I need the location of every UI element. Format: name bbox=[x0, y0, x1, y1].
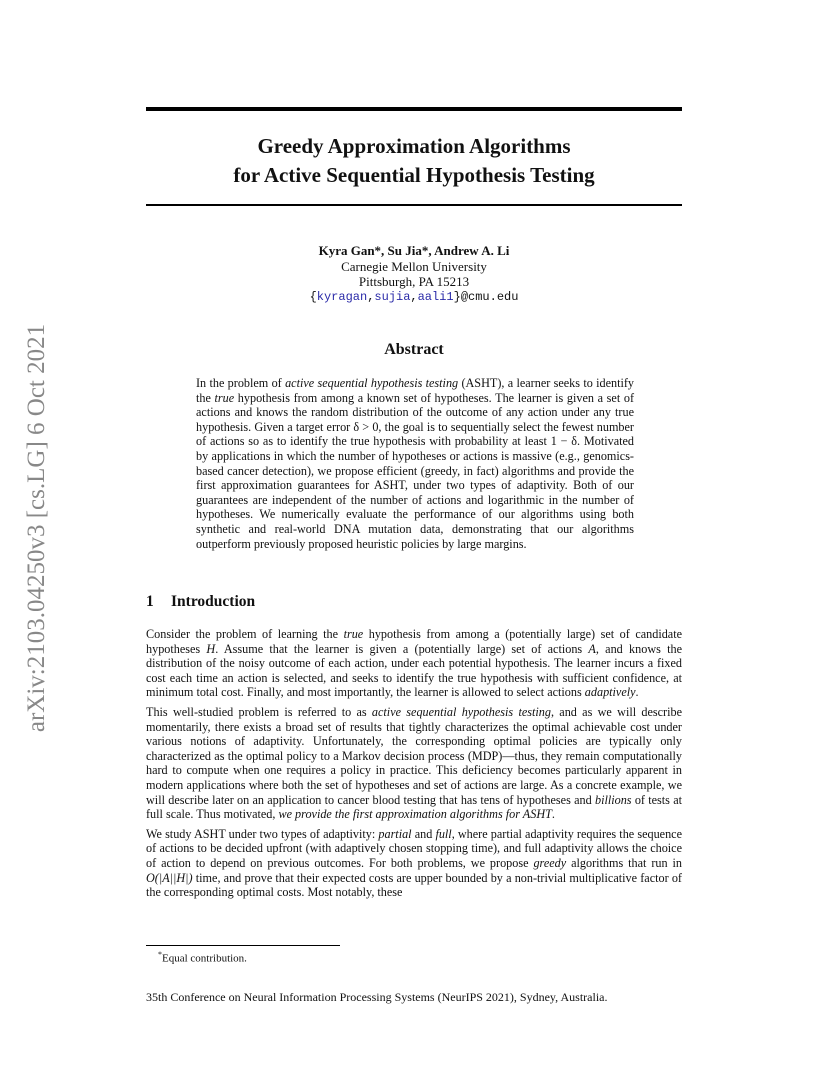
abstract-em-2: true bbox=[214, 390, 235, 405]
conference-note: 35th Conference on Neural Information Processing Systems (NeurIPS 2021), Sydney, Australia. bbox=[146, 990, 608, 1004]
author-names: Kyra Gan*, Su Jia*, Andrew A. Li bbox=[318, 243, 510, 258]
p2-text-a: This well-studied problem is referred to as bbox=[146, 704, 372, 719]
paragraph-3 bbox=[146, 827, 682, 900]
footnote bbox=[158, 950, 247, 965]
abstract-text-2: (ASHT), a learner seeks to identify the bbox=[196, 376, 635, 405]
email-link-kyragan[interactable]: kyragan bbox=[316, 289, 368, 304]
abstract-heading: Abstract bbox=[384, 341, 444, 358]
p3-em-d: O(|A||H|) bbox=[146, 870, 193, 885]
p1-text-e: . bbox=[635, 685, 639, 700]
email-open: { bbox=[309, 289, 317, 304]
section-title: Introduction bbox=[171, 593, 256, 610]
p1-em-a: true bbox=[343, 627, 364, 641]
p3-text-e: time, and prove that their expected costs are upper bounded by a non-trivial multiplicative factor of the corresponding optimal costs. Most notably, these bbox=[146, 870, 682, 900]
p1-text-a: Consider the problem of learning the bbox=[146, 627, 344, 641]
p3-em-a: partial bbox=[378, 826, 412, 841]
email-sep-2: , bbox=[410, 289, 418, 304]
email-sep-1: , bbox=[367, 289, 375, 304]
author-block bbox=[146, 243, 682, 305]
footnote-text: Equal contribution. bbox=[162, 952, 247, 965]
p3-em-b: full bbox=[435, 826, 452, 841]
p2-text-b: , and as we will describe momentarily, there exists a broad set of results that tightly characterizes the optimal achievable cost under various notions of adaptivity. Unfortunately, the corresponding optimal policies are typically only characterized as the optimal policy to a Markov decision process (MDP)—thus, they remain computationally hard to compute when one requires a policy in practice. This deficiency becomes particularly apparent in modern applications where both the set of hypotheses and set of actions are large. As a concrete example, we will describe later on an application to cancer blood testing that has tens of hypotheses and bbox=[146, 704, 682, 807]
p2-text-c: of tests at full scale. Thus motivated, bbox=[146, 792, 682, 822]
p2-text-d: . bbox=[551, 807, 555, 822]
p2-em-c: we provide the first approximation algorithms for ASHT bbox=[278, 807, 552, 822]
footnote-rule bbox=[146, 945, 340, 946]
p3-text-a: We study ASHT under two types of adaptivity: bbox=[146, 826, 379, 841]
arxiv-stamp bbox=[20, 296, 54, 760]
abstract-text-1: In the problem of bbox=[196, 376, 286, 390]
p1-text-d: , and knows the distribution of the noisy outcome of each action, under each potential hypothesis. The learner incurs a fixed cost each time an action is selected, and seeks to identify the true hypothesis with sufficient confidence, at minimum total cost. Finally, and most importantly, the learner is allowed to select actions bbox=[146, 641, 683, 700]
paragraph-2 bbox=[146, 705, 682, 822]
section-number: 1 bbox=[146, 593, 154, 610]
title-line-2: for Active Sequential Hypothesis Testing bbox=[233, 163, 595, 187]
footnote-mark: * bbox=[158, 950, 162, 959]
arxiv-stamp-text: arXiv:2103.04250v3 [cs.LG] 6 Oct 2021 bbox=[23, 323, 50, 733]
email-link-sujia[interactable]: sujia bbox=[374, 289, 411, 304]
p3-text-b: and bbox=[411, 826, 436, 841]
author-affiliation: Carnegie Mellon University bbox=[341, 258, 487, 274]
p1-em-c: A bbox=[588, 641, 596, 656]
p3-em-c: greedy bbox=[533, 855, 567, 870]
title-line-1: Greedy Approximation Algorithms bbox=[257, 134, 571, 158]
abstract-body bbox=[196, 376, 634, 551]
p3-text-c: , where partial adaptivity requires the sequence of actions to be decided upfront (with adaptively chosen stopping time), and full adaptivity allows the choice of action to depend on previous outcomes. For both problems, we propose bbox=[146, 826, 682, 870]
email-link-aali1[interactable]: aali1 bbox=[417, 289, 454, 304]
intro-body bbox=[146, 627, 682, 905]
section-heading bbox=[146, 593, 255, 611]
p1-text-c: . Assume that the learner is given a (potentially large) set of actions bbox=[215, 641, 589, 656]
author-emails bbox=[146, 290, 682, 306]
title-bottom-rule bbox=[146, 204, 682, 206]
p1-text-b: hypothesis from among a (potentially large) set of candidate hypotheses bbox=[146, 627, 683, 656]
p2-em-b: billions bbox=[594, 792, 632, 807]
p1-em-b: H bbox=[206, 641, 216, 656]
email-domain: }@cmu.edu bbox=[453, 289, 519, 304]
abstract-em-1: active sequential hypothesis testing bbox=[285, 376, 459, 390]
paragraph-1 bbox=[146, 627, 682, 700]
author-address: Pittsburgh, PA 15213 bbox=[358, 274, 470, 289]
abstract-text-3: hypothesis from among a known set of hypotheses. The learner is given a set of actions and knows the random distribution of the outcome of any action under any true hypothesis. Given a target error δ > 0, the goal is to sequentially select the fewest number of actions so as to identify the true hypothesis with probability at least 1 − δ. Motivated by applications in which the number of hypotheses or actions is massive (e.g., genomics-based cancer detection), we propose efficient (greedy, in fact) algorithms and provide the first approximation guarantees for ASHT, under two types of adaptivity. Both of our guarantees are independent of the number of actions and logarithmic in the number of hypotheses. We numerically evaluate the performance of our algorithms using both synthetic and real-world DNA mutation data, demonstrating that our algorithms outperform previously proposed heuristic policies by large margins. bbox=[196, 390, 635, 551]
p3-text-d: algorithms that run in bbox=[566, 855, 682, 870]
p2-em-a: active sequential hypothesis testing bbox=[371, 704, 551, 719]
paper-title bbox=[146, 132, 682, 190]
title-top-rule bbox=[146, 107, 682, 111]
p1-em-d: adaptively bbox=[584, 685, 636, 700]
